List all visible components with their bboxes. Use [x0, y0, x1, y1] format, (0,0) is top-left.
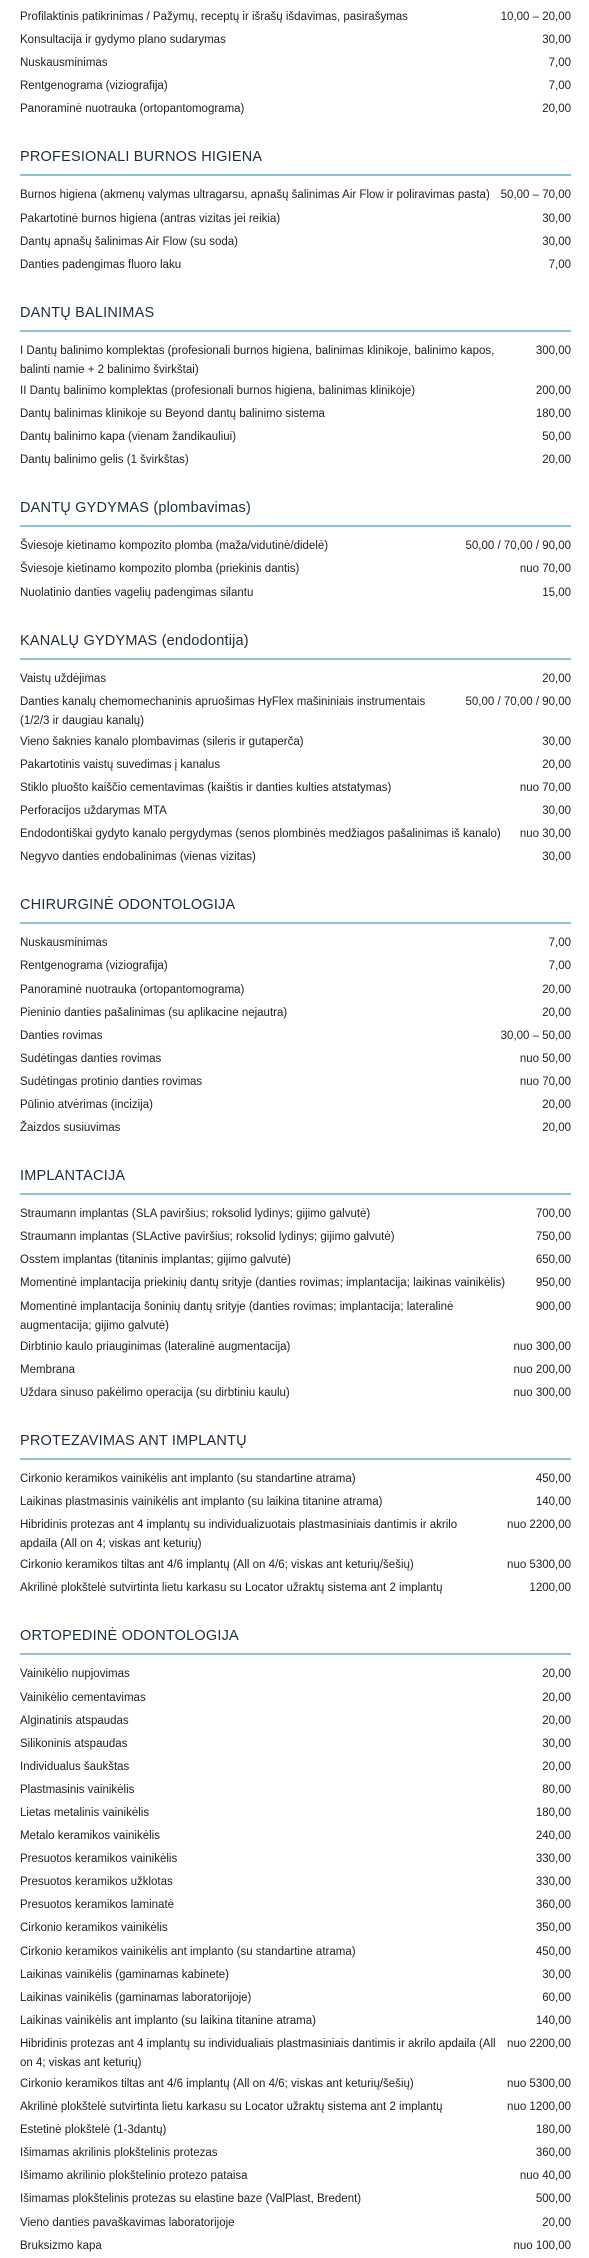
- price-section: [20, 474, 571, 604]
- price-row: [20, 1758, 571, 1779]
- service-price: 10,00 – 20,00: [500, 11, 571, 23]
- service-name: Žaizdos susiuvimas: [20, 1122, 121, 1135]
- price-row: [20, 2214, 571, 2235]
- section-title: CHIRURGINĖ ODONTOLOGIJA: [20, 871, 571, 924]
- service-name: Rentgenograma (viziografija): [20, 960, 168, 973]
- price-row: [20, 779, 571, 800]
- service-name: II Dantų balinimo komplektas (profesionali burnos higiena, balinimas klinikoje): [20, 384, 416, 397]
- price-section: [20, 1142, 571, 1405]
- price-rows: [20, 670, 571, 870]
- price-row: [20, 405, 571, 426]
- service-price: 20,00: [542, 1099, 571, 1111]
- service-price: 300,00: [535, 344, 571, 357]
- price-row: [20, 1516, 571, 1554]
- service-name: Membrana: [20, 1363, 75, 1376]
- service-name: Pieninio danties pašalinimas (su aplikacine nejautra): [20, 1006, 288, 1019]
- service-name: Panoraminė nuotrauka (ortopantomograma): [20, 983, 245, 996]
- service-price: 20,00: [542, 1668, 571, 1681]
- service-price: 50,00: [542, 431, 571, 444]
- section-title: ORTOPEDINĖ ODONTOLOGIJA: [20, 1602, 571, 1655]
- price-row: [20, 1361, 571, 1382]
- service-price: 7,00: [548, 937, 571, 950]
- service-name: Stiklo pluošto kaiščio cementavimas (kaištis ir danties kulties atstatymas): [20, 781, 392, 794]
- service-name: Uždara sinuso pakėlimo operacija (su dirbtiniu kaulu): [20, 1386, 290, 1399]
- service-name: Presuotos keramikos užklotas: [20, 1876, 173, 1889]
- price-row: [20, 1384, 571, 1405]
- price-row: [20, 1556, 571, 1577]
- price-row: [20, 560, 571, 581]
- price-section: [20, 871, 571, 1140]
- service-name: Sudėtingas protinio danties rovimas: [20, 1075, 203, 1088]
- price-row: [20, 342, 571, 380]
- price-row: [20, 1873, 571, 1894]
- price-rows: [20, 342, 571, 472]
- price-section: [20, 279, 571, 472]
- service-name: Alginatinis atspaudas: [20, 1714, 129, 1727]
- service-price: 450,00: [535, 1945, 571, 1958]
- price-row: [20, 981, 571, 1002]
- service-price: 360,00: [535, 2147, 571, 2160]
- price-rows: [20, 1665, 571, 2257]
- price-row: [20, 537, 571, 558]
- price-row: [20, 1050, 571, 1071]
- service-price: 30,00: [542, 851, 571, 864]
- price-row: [20, 100, 571, 121]
- price-row: [20, 1338, 571, 1359]
- service-name: Cirkonio keramikos tiltas ant 4/6 implantų (All on 4/6; viskas ant keturių/šešių): [20, 1559, 414, 1572]
- price-row: [20, 1781, 571, 1802]
- service-name: Pūlinio atvėrimas (incizija): [20, 1099, 153, 1111]
- price-row: [20, 1966, 571, 1987]
- service-price: 900,00: [535, 1300, 571, 1313]
- service-name: Osstem implantas (titaninis implantas; gijimo galvutė): [20, 1254, 291, 1267]
- price-row: [20, 210, 571, 231]
- service-name: Pakartotinė burnos higiena (antras vizitas jei reikia): [20, 212, 281, 225]
- price-row: [20, 1665, 571, 1686]
- service-price: 30,00 – 50,00: [500, 1029, 571, 1042]
- service-name: Nuolatinio danties vagelių padengimas silantu: [20, 586, 254, 599]
- price-row: [20, 256, 571, 277]
- service-price: 30,00: [542, 235, 571, 248]
- price-row: [20, 2144, 571, 2165]
- section-title: DANTŲ BALINIMAS: [20, 279, 571, 332]
- service-price: 20,00: [542, 983, 571, 996]
- price-row: [20, 1827, 571, 1848]
- service-name: Negyvo danties endobalinimas (vienas vizitas): [20, 851, 256, 864]
- service-name: Laikinas plastmasinis vainikėlis ant implanto (su laikina titanine atrama): [20, 1496, 383, 1509]
- service-price: nuo 70,00: [519, 563, 571, 576]
- price-row: [20, 1989, 571, 2010]
- service-name: Vieno šaknies kanalo plombavimas (sileris ir gutaperča): [20, 735, 304, 748]
- service-name: Išimamo akrilinio plokštelinio protezo pataisa: [20, 2170, 248, 2183]
- price-row: [20, 1919, 571, 1940]
- price-row: [20, 1712, 571, 1733]
- price-row: [20, 233, 571, 254]
- service-name: Bruksizmo kapa: [20, 2239, 102, 2252]
- service-price: 30,00: [542, 735, 571, 748]
- service-price: nuo 300,00: [513, 1386, 571, 1399]
- service-price: 7,00: [548, 80, 571, 93]
- price-row: [20, 8, 571, 29]
- price-section: [20, 123, 571, 276]
- service-name: Dantų balinimas klinikoje su Beyond dantų balinimo sistema: [20, 408, 325, 421]
- service-name: Danties rovimas: [20, 1029, 103, 1042]
- service-name: Akrilinė plokštelė sutvirtinta lietu karkasu su Locator užraktų sistema ant 2 implantų: [20, 1582, 443, 1595]
- price-section: [20, 1602, 571, 2257]
- service-name: Momentinė implantacija priekinių dantų srityje (danties rovimas; implantacija; laikinas vainikėlis): [20, 1277, 506, 1290]
- service-name: Presuotos keramikos vainikėlis: [20, 1853, 178, 1866]
- service-price: 50,00 / 70,00 / 90,00: [465, 540, 571, 553]
- price-row: [20, 1027, 571, 1048]
- service-price: 60,00: [542, 1991, 571, 2004]
- service-name: Individualus šaukštas: [20, 1760, 130, 1773]
- service-price: nuo 1200,00: [507, 2101, 571, 2114]
- service-price: 30,00: [542, 1737, 571, 1750]
- price-row: [20, 186, 571, 207]
- service-price: 50,00 / 70,00 / 90,00: [465, 695, 571, 708]
- price-row: [20, 2167, 571, 2188]
- service-name: Endodontiškai gydyto kanalo pergydymas (senos plombinės medžiagos pašalinimas iš kanalo): [20, 828, 501, 841]
- price-row: [20, 934, 571, 955]
- service-name: Išimamas plokštelinis protezas su elastine baze (ValPlast, Bredent): [20, 2193, 362, 2206]
- service-name: Cirkonio keramikos vainikėlis ant implanto (su standartine atrama): [20, 1472, 356, 1485]
- price-row: [20, 77, 571, 98]
- price-rows: [20, 537, 571, 604]
- price-rows: [20, 8, 571, 121]
- service-price: 140,00: [535, 2014, 571, 2027]
- service-price: 330,00: [535, 1853, 571, 1866]
- service-price: 950,00: [535, 1277, 571, 1290]
- price-row: [20, 1096, 571, 1117]
- service-price: 20,00: [542, 2216, 571, 2229]
- price-row: [20, 1119, 571, 1140]
- service-price: 180,00: [535, 408, 571, 421]
- service-price: 500,00: [535, 2193, 571, 2206]
- price-row: [20, 1493, 571, 1514]
- service-price: nuo 70,00: [519, 781, 571, 794]
- service-name: Rentgenograma (viziografija): [20, 80, 168, 93]
- service-name: Šviesoje kietinamo kompozito plomba (maža/vidutinė/didelė): [20, 540, 329, 553]
- service-price: 20,00: [542, 672, 571, 685]
- service-price: 200,00: [535, 384, 571, 397]
- service-price: 650,00: [535, 1254, 571, 1267]
- service-name: Momentinė implantacija šoninių dantų srityje (danties rovimas; implantacija; lateralinė augmentacija; gijimo galvutė): [20, 1300, 454, 1332]
- service-price: 20,00: [542, 1760, 571, 1773]
- service-price: nuo 5300,00: [507, 2078, 571, 2090]
- price-row: [20, 1735, 571, 1756]
- service-price: 30,00: [542, 34, 571, 47]
- service-name: Laikinas vainikėlis (gaminamas laboratorijoje): [20, 1991, 252, 2004]
- price-row: [20, 2121, 571, 2142]
- service-name: Danties kanalų chemomechaninis apruošimas HyFlex mašininiais instrumentais (1/2/3 ir daugiau kanalų): [20, 695, 426, 727]
- price-row: [20, 1228, 571, 1249]
- service-price: nuo 50,00: [519, 1052, 571, 1065]
- service-name: Metalo keramikos vainikėlis: [20, 1830, 160, 1843]
- service-price: nuo 30,00: [519, 828, 571, 841]
- service-price: 7,00: [548, 57, 571, 70]
- price-row: [20, 1896, 571, 1917]
- price-row: [20, 1274, 571, 1295]
- price-row: [20, 2098, 571, 2119]
- service-name: Straumann implantas (SLActive paviršius; roksolid lydinys; gijimo galvutė): [20, 1231, 395, 1244]
- service-price: 80,00: [542, 1783, 571, 1796]
- service-price: 350,00: [535, 1922, 571, 1935]
- price-row: [20, 802, 571, 823]
- service-price: 20,00: [542, 1006, 571, 1019]
- price-row: [20, 2012, 571, 2033]
- service-price: 20,00: [542, 1691, 571, 1704]
- service-price: 30,00: [542, 805, 571, 818]
- service-name: Lietas metalinis vainikėlis: [20, 1806, 150, 1819]
- service-name: Estetinė plokštelė (1-3dantų): [20, 2124, 167, 2137]
- service-name: Pakartotinis vaistų suvedimas į kanalus: [20, 758, 221, 771]
- service-name: Plastmasinis vainikėlis: [20, 1783, 135, 1796]
- service-price: 20,00: [542, 454, 571, 467]
- price-section: [20, 607, 571, 870]
- service-price: 20,00: [542, 103, 571, 116]
- service-price: nuo 100,00: [513, 2239, 571, 2252]
- service-price: 330,00: [535, 1876, 571, 1889]
- service-name: I Dantų balinimo komplektas (profesionali burnos higiena, balinimas klinikoje, balinimo kapos, balinti namie + 2 balinimo švirkštai): [20, 344, 495, 376]
- price-row: [20, 382, 571, 403]
- price-row: [20, 2237, 571, 2258]
- price-row: [20, 2075, 571, 2096]
- price-row: [20, 1251, 571, 1272]
- price-row: [20, 1470, 571, 1491]
- service-name: Nuskausminimas: [20, 57, 108, 70]
- service-name: Vainikėlio nupjovimas: [20, 1668, 130, 1681]
- service-price: 180,00: [535, 2124, 571, 2137]
- service-name: Vieno danties pavaškavimas laboratorijoje: [20, 2216, 235, 2229]
- service-price: 15,00: [542, 586, 571, 599]
- price-row: [20, 451, 571, 472]
- section-title: PROTEZAVIMAS ANT IMPLANTŲ: [20, 1407, 571, 1460]
- service-price: nuo 2200,00: [507, 2037, 571, 2050]
- service-name: Šviesoje kietinamo kompozito plomba (priekinis dantis): [20, 563, 300, 576]
- service-price: 30,00: [542, 1968, 571, 1981]
- price-row: [20, 670, 571, 691]
- service-name: Konsultacija ir gydymo plano sudarymas: [20, 34, 226, 47]
- price-row: [20, 2035, 571, 2073]
- service-price: nuo 2200,00: [507, 1519, 571, 1532]
- service-name: Sudėtingas danties rovimas: [20, 1052, 162, 1065]
- service-price: 50,00 – 70,00: [500, 189, 571, 202]
- service-price: 1200,00: [529, 1582, 571, 1595]
- price-row: [20, 1004, 571, 1025]
- price-row: [20, 848, 571, 869]
- service-price: 140,00: [535, 1496, 571, 1509]
- service-price: nuo 40,00: [519, 2170, 571, 2183]
- price-row: [20, 1804, 571, 1825]
- section-title: IMPLANTACIJA: [20, 1142, 571, 1195]
- service-price: nuo 200,00: [513, 1363, 571, 1376]
- price-row: [20, 957, 571, 978]
- service-name: Panoraminė nuotrauka (ortopantomograma): [20, 103, 245, 116]
- service-price: 20,00: [542, 758, 571, 771]
- service-name: Laikinas vainikėlis ant implanto (su laikina titanine atrama): [20, 2014, 316, 2027]
- price-section: [20, 8, 571, 121]
- service-price: nuo 300,00: [513, 1340, 571, 1353]
- price-row: [20, 31, 571, 52]
- service-price: 360,00: [535, 1899, 571, 1912]
- service-name: Dantų apnašų šalinimas Air Flow (su soda): [20, 235, 238, 248]
- service-name: Nuskausminimas: [20, 937, 108, 950]
- service-name: Cirkonio keramikos tiltas ant 4/6 implantų (All on 4/6; viskas ant keturių/šešių): [20, 2078, 414, 2090]
- price-row: [20, 693, 571, 731]
- section-title: KANALŲ GYDYMAS (endodontija): [20, 607, 571, 660]
- price-row: [20, 1205, 571, 1226]
- service-name: Vaistų uždėjimas: [20, 672, 107, 685]
- service-price: 450,00: [535, 1472, 571, 1485]
- service-name: Vainikėlio cementavimas: [20, 1691, 146, 1704]
- price-row: [20, 1943, 571, 1964]
- service-name: Straumann implantas (SLA paviršius; roksolid lydinys; gijimo galvutė): [20, 1208, 371, 1221]
- price-row: [20, 825, 571, 846]
- service-name: Presuotos keramikos laminatė: [20, 1899, 175, 1912]
- service-name: Dantų balinimo gelis (1 švirkštas): [20, 454, 189, 467]
- price-row: [20, 1073, 571, 1094]
- service-name: Dirbtinio kaulo priauginimas (lateralinė augmentacija): [20, 1340, 291, 1353]
- section-title: PROFESIONALI BURNOS HIGIENA: [20, 123, 571, 176]
- service-name: Laikinas vainikėlis (gaminamas kabinete): [20, 1968, 230, 1981]
- service-price: 750,00: [535, 1231, 571, 1244]
- service-price: 30,00: [542, 212, 571, 225]
- service-price: 7,00: [548, 960, 571, 973]
- service-price: 20,00: [542, 1714, 571, 1727]
- price-row: [20, 54, 571, 75]
- service-price: 20,00: [542, 1122, 571, 1135]
- price-section: [20, 1407, 571, 1600]
- price-row: [20, 1850, 571, 1871]
- price-rows: [20, 186, 571, 276]
- service-name: Hibridinis protezas ant 4 implantų su individualizuotais plastmasiniais dantimis ir akrilo apdaila (All on 4; viskas ant keturių): [20, 1519, 458, 1551]
- section-title: DANTŲ GYDYMAS (plombavimas): [20, 474, 571, 527]
- price-rows: [20, 1470, 571, 1600]
- price-row: [20, 1689, 571, 1710]
- service-name: Profilaktinis patikrinimas / Pažymų, receptų ir išrašų išdavimas, pasirašymas: [20, 11, 408, 23]
- service-name: Hibridinis protezas ant 4 implantų su individualiais plastmasiniais dantimis ir akrilo apdaila (All on 4; viskas ant keturių): [20, 2037, 496, 2069]
- price-row: [20, 2190, 571, 2211]
- service-name: Cirkonio keramikos vainikėlis ant implanto (su standartine atrama): [20, 1945, 356, 1958]
- service-price: nuo 70,00: [519, 1075, 571, 1088]
- service-name: Burnos higiena (akmenų valymas ultragarsu, apnašų šalinimas Air Flow ir poliravimas pasta): [20, 189, 490, 202]
- price-row: [20, 733, 571, 754]
- price-row: [20, 584, 571, 605]
- service-price: 240,00: [535, 1830, 571, 1843]
- service-name: Danties padengimas fluoro laku: [20, 258, 182, 271]
- price-row: [20, 756, 571, 777]
- price-rows: [20, 1205, 571, 1405]
- service-name: Silikoninis atspaudas: [20, 1737, 128, 1750]
- service-price: 7,00: [548, 258, 571, 271]
- service-price: 180,00: [535, 1806, 571, 1819]
- price-row: [20, 428, 571, 449]
- service-name: Išimamas akrilinis plokštelinis protezas: [20, 2147, 218, 2160]
- service-name: Akrilinė plokštelė sutvirtinta lietu karkasu su Locator užraktų sistema ant 2 implantų: [20, 2101, 443, 2114]
- price-row: [20, 1298, 571, 1336]
- service-name: Perforacijos uždarymas MTA: [20, 805, 167, 818]
- service-price: 700,00: [535, 1208, 571, 1221]
- service-name: Cirkonio keramikos vainikėlis: [20, 1922, 168, 1935]
- price-row: [20, 1579, 571, 1600]
- service-name: Dantų balinimo kapa (vienam žandikauliui): [20, 431, 237, 444]
- service-price: nuo 5300,00: [507, 1559, 571, 1572]
- price-rows: [20, 934, 571, 1140]
